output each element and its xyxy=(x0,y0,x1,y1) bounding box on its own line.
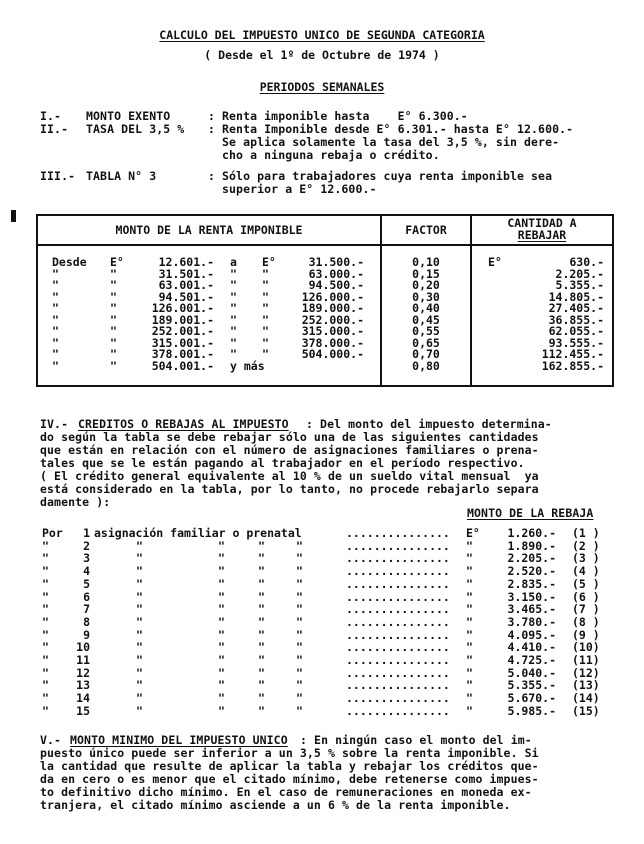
credit-ref: (13) xyxy=(572,678,600,693)
cell-to: 315.000.- xyxy=(301,324,364,338)
credit-cur: " xyxy=(466,576,473,591)
credit-ref: (7 ) xyxy=(572,602,600,617)
credit-ref: (8 ) xyxy=(572,614,600,629)
credit-dots: ............... xyxy=(346,576,450,591)
cell-sep: " xyxy=(230,266,237,281)
credit-ditto: " xyxy=(258,653,265,667)
credit-n: 6 xyxy=(83,589,90,604)
cell-rebaja: 630.- xyxy=(569,255,604,269)
section-text-line: tranjera, el citado mínimo asciende a un 6 % de la renta imponible. xyxy=(40,798,511,812)
cell-cur2: " xyxy=(262,347,269,361)
credit-ditto: " xyxy=(296,627,303,642)
credit-ditto: " xyxy=(136,538,143,553)
credit-amount: 3.780.- xyxy=(507,614,556,629)
header-monto: MONTO DE LA RENTA IMPONIBLE xyxy=(115,223,303,237)
cell-from: 504.001.- xyxy=(151,358,214,373)
cell-factor: 0,80 xyxy=(412,358,440,373)
cell-from: 63.001.- xyxy=(158,278,214,292)
credit-por: " xyxy=(42,678,49,693)
cell-cur3: E° xyxy=(488,255,502,269)
credit-cur: " xyxy=(466,614,473,629)
credit-ditto: " xyxy=(296,691,303,706)
credit-n: 9 xyxy=(83,627,90,642)
cell-factor: 0,65 xyxy=(412,335,440,350)
credit-por: " xyxy=(42,576,49,591)
credit-por: " xyxy=(42,665,49,680)
credit-dots: ............... xyxy=(346,703,450,718)
section-text-line: tales que se le están pagando al trabajador en el período respectivo. xyxy=(40,456,525,470)
credit-dots: ............... xyxy=(346,614,450,629)
cell-cur1: " xyxy=(110,301,117,315)
cell-prefix: " xyxy=(52,278,59,292)
credit-cur: " xyxy=(466,589,473,604)
cell-sep: " xyxy=(230,312,237,327)
credit-row xyxy=(0,578,644,591)
credit-ditto: " xyxy=(136,703,143,718)
credit-ditto: " xyxy=(218,576,225,591)
credit-ditto: " xyxy=(218,640,225,655)
cell-from: 12.601.- xyxy=(158,255,214,269)
credit-ditto: " xyxy=(258,564,265,579)
credit-amount: 2.205.- xyxy=(507,551,556,566)
credit-ditto: " xyxy=(218,564,225,579)
table-row xyxy=(38,348,612,360)
credit-amount: 4.725.- xyxy=(507,653,556,667)
section-text-line: que están en relación con el número de asignaciones familiares o prena- xyxy=(40,443,539,457)
cell-prefix: " xyxy=(52,358,59,373)
section-text-line: está considerado en la tabla, por lo tanto, no procede rebajarlo separa xyxy=(40,482,539,496)
cell-factor: 0,45 xyxy=(412,312,440,327)
period-heading: PERIODOS SEMANALES xyxy=(259,80,385,94)
header-cantidad: CANTIDAD A xyxy=(507,216,577,230)
credit-ditto: " xyxy=(296,576,303,591)
credit-n: 11 xyxy=(76,653,90,667)
credit-cur: " xyxy=(466,551,473,566)
credit-ditto: " xyxy=(136,665,143,680)
section-label: TABLA N° 3 xyxy=(86,169,157,183)
credit-text: asignación familiar o prenatal xyxy=(94,526,302,540)
cell-to: 378.000.- xyxy=(301,335,364,350)
credit-ditto: " xyxy=(296,551,303,566)
credit-cur: " xyxy=(466,703,473,718)
cell-cur1: " xyxy=(110,289,117,304)
credit-ref: (1 ) xyxy=(572,526,600,540)
cell-prefix: Desde xyxy=(52,255,87,269)
credit-ditto: " xyxy=(136,614,143,629)
cell-sep: " xyxy=(230,335,237,350)
credit-dots: ............... xyxy=(346,564,450,579)
cell-from: 126.001.- xyxy=(151,301,214,315)
credit-ditto: " xyxy=(296,614,303,629)
section-sep: : xyxy=(208,122,216,136)
section-number: I.- xyxy=(40,109,62,123)
credit-ditto: " xyxy=(258,665,265,680)
credit-cur: " xyxy=(466,653,473,667)
credit-por: " xyxy=(42,627,49,642)
credit-ditto: " xyxy=(258,614,265,629)
credit-ditto: " xyxy=(296,589,303,604)
credit-ditto: " xyxy=(218,589,225,604)
credit-amount: 3.150.- xyxy=(507,589,556,604)
credit-ditto: " xyxy=(136,653,143,667)
credit-dots: ............... xyxy=(346,589,450,604)
section-text-line: cho a ninguna rebaja o crédito. xyxy=(222,148,440,162)
credit-ditto: " xyxy=(258,551,265,566)
section-text: Renta imponible hasta E° 6.300.- xyxy=(222,109,468,123)
cell-cur2: " xyxy=(262,312,269,327)
credit-ref: (11) xyxy=(572,653,600,667)
credit-dots: ............... xyxy=(346,551,450,566)
document-title: CALCULO DEL IMPUESTO UNICO DE SEGUNDA CATEGORIA xyxy=(159,28,485,42)
section-text-line: Renta Imponible desde E° 6.301.- hasta E° 12.600.- xyxy=(222,122,574,136)
credit-ref: (12) xyxy=(572,665,600,680)
credit-ditto: " xyxy=(258,627,265,642)
credit-amount: 3.465.- xyxy=(507,602,556,617)
section-number: III.- xyxy=(40,169,76,183)
credit-ditto: " xyxy=(136,589,143,604)
cell-rebaja: 5.355.- xyxy=(555,278,604,292)
credit-ref: (2 ) xyxy=(572,538,600,553)
credit-ditto: " xyxy=(136,691,143,706)
credit-por: " xyxy=(42,564,49,579)
credit-n: 15 xyxy=(76,703,90,718)
section-heading: MONTO MINIMO DEL IMPUESTO UNICO xyxy=(70,733,288,747)
credit-n: 1 xyxy=(83,526,90,540)
credit-cur: " xyxy=(466,627,473,642)
credit-dots: ............... xyxy=(346,602,450,617)
cell-to: 63.000.- xyxy=(308,266,364,281)
credit-ref: (3 ) xyxy=(572,551,600,566)
credit-por: " xyxy=(42,551,49,566)
credit-ditto: " xyxy=(136,627,143,642)
section-text-line: do según la tabla se debe rebajar sólo una de las siguientes cantidades xyxy=(40,430,539,444)
credit-por: " xyxy=(42,640,49,655)
credit-ref: (5 ) xyxy=(572,576,600,591)
section-label: TASA DEL 3,5 % xyxy=(86,122,185,136)
credit-amount: 1.890.- xyxy=(507,538,556,553)
section-text-line: damente ): xyxy=(40,495,111,509)
credit-ref: (14) xyxy=(572,691,600,706)
cell-sep: " xyxy=(230,289,237,304)
credit-cur: " xyxy=(466,678,473,693)
credit-row xyxy=(0,616,644,629)
cell-prefix: " xyxy=(52,312,59,327)
credit-por: " xyxy=(42,614,49,629)
cell-prefix: " xyxy=(52,324,59,338)
credit-ditto: " xyxy=(218,678,225,693)
cell-cur2: " xyxy=(262,335,269,350)
section-text-line: to definitivo dicho mínimo. En el caso de remuneraciones en moneda ex- xyxy=(40,785,532,799)
section-text-line: Sólo para trabajadores cuya renta imponible sea xyxy=(222,169,553,183)
section-number: IV.- xyxy=(40,417,69,431)
credit-dots: ............... xyxy=(346,691,450,706)
credit-amount: 4.095.- xyxy=(507,627,556,642)
tax-table xyxy=(36,214,614,387)
cell-from: 252.001.- xyxy=(151,324,214,338)
credit-n: 13 xyxy=(76,678,90,693)
credit-ditto: " xyxy=(296,564,303,579)
cell-rebaja: 2.205.- xyxy=(555,266,604,281)
credit-n: 3 xyxy=(83,551,90,566)
cell-from: 94.501.- xyxy=(158,289,214,304)
cell-sep: a xyxy=(230,255,237,269)
credit-ditto: " xyxy=(218,691,225,706)
credit-ditto: " xyxy=(218,551,225,566)
credit-amount: 5.670.- xyxy=(507,691,556,706)
cell-factor: 0,15 xyxy=(412,266,440,281)
cell-to: 504.000.- xyxy=(301,347,364,361)
cell-prefix: " xyxy=(52,335,59,350)
cell-cur2: " xyxy=(262,289,269,304)
credit-cur: " xyxy=(466,538,473,553)
credit-amount: 5.040.- xyxy=(507,665,556,680)
section-sep: : xyxy=(208,109,216,123)
cell-rebaja: 36.855.- xyxy=(548,312,604,327)
credit-ditto: " xyxy=(296,640,303,655)
credit-dots: ............... xyxy=(346,627,450,642)
credit-ditto: " xyxy=(136,576,143,591)
credit-ditto: " xyxy=(136,678,143,693)
credit-ref: (4 ) xyxy=(572,564,600,579)
credit-por: " xyxy=(42,602,49,617)
cell-cur1: " xyxy=(110,278,117,292)
credit-ditto: " xyxy=(218,614,225,629)
cell-factor: 0,40 xyxy=(412,301,440,315)
credit-ref: (10) xyxy=(572,640,600,655)
credit-por: Por xyxy=(42,526,63,540)
credit-ditto: " xyxy=(296,703,303,718)
section-number: II.- xyxy=(40,122,69,136)
credit-ditto: " xyxy=(218,602,225,617)
cell-prefix: " xyxy=(52,289,59,304)
credit-ditto: " xyxy=(258,678,265,693)
header-factor: FACTOR xyxy=(405,223,447,237)
header-rebajar: REBAJAR xyxy=(517,228,567,242)
credit-n: 4 xyxy=(83,564,90,579)
credit-row xyxy=(0,705,644,718)
credit-ditto: " xyxy=(258,703,265,718)
credit-dots: ............... xyxy=(346,538,450,553)
cell-cur1: " xyxy=(110,335,117,350)
credit-n: 14 xyxy=(76,691,90,706)
credit-ditto: " xyxy=(136,640,143,655)
cell-prefix: " xyxy=(52,266,59,281)
credit-por: " xyxy=(42,703,49,718)
cell-rebaja: 62.055.- xyxy=(548,324,604,338)
section-label: MONTO EXENTO xyxy=(86,109,171,123)
credit-por: " xyxy=(42,589,49,604)
section-text-line: : Del monto del impuesto determina- xyxy=(306,417,552,431)
cell-from: 378.001.- xyxy=(151,347,214,361)
credit-ditto: " xyxy=(136,564,143,579)
cell-cur1: " xyxy=(110,324,117,338)
table-row xyxy=(38,360,612,372)
credit-por: " xyxy=(42,538,49,553)
cell-to: 126.000.- xyxy=(301,289,364,304)
cell-to: 189.000.- xyxy=(301,301,364,315)
credit-ditto: " xyxy=(296,665,303,680)
credit-cur: " xyxy=(466,640,473,655)
credit-ditto: " xyxy=(218,627,225,642)
cell-cur2: " xyxy=(262,266,269,281)
credit-ditto: " xyxy=(258,640,265,655)
credit-ref: (6 ) xyxy=(572,589,600,604)
credit-ditto: " xyxy=(296,538,303,553)
cell-factor: 0,10 xyxy=(412,255,440,269)
credit-dots: ............... xyxy=(346,678,450,693)
credit-cur: " xyxy=(466,602,473,617)
cell-sep: y más xyxy=(230,358,265,373)
cell-from: 31.501.- xyxy=(158,266,214,281)
credit-n: 8 xyxy=(83,614,90,629)
credit-ditto: " xyxy=(258,602,265,617)
cell-sep: " xyxy=(230,347,237,361)
cell-to: 252.000.- xyxy=(301,312,364,327)
credit-ditto: " xyxy=(218,665,225,680)
cell-cur1: " xyxy=(110,347,117,361)
credit-ditto: " xyxy=(218,538,225,553)
credit-cur: E° xyxy=(466,526,480,540)
credit-ditto: " xyxy=(218,653,225,667)
cell-sep: " xyxy=(230,301,237,315)
section-text-line: puesto único puede ser inferior a un 3,5 % sobre la renta imponible. Si xyxy=(40,746,539,760)
section-text-line: ( El crédito general equivalente al 10 % de un sueldo vital mensual ya xyxy=(40,469,539,483)
section-text-line: superior a E° 12.600.- xyxy=(222,182,377,196)
credit-dots: ............... xyxy=(346,526,450,540)
credit-ref: (9 ) xyxy=(572,627,600,642)
margin-marker xyxy=(11,210,16,222)
credit-ditto: " xyxy=(136,551,143,566)
cell-factor: 0,55 xyxy=(412,324,440,338)
section-number: V.- xyxy=(40,733,62,747)
rebaja-column-heading: MONTO DE LA REBAJA xyxy=(467,506,594,520)
cell-factor: 0,30 xyxy=(412,289,440,304)
credit-ditto: " xyxy=(218,703,225,718)
cell-sep: " xyxy=(230,324,237,338)
credit-por: " xyxy=(42,691,49,706)
cell-factor: 0,70 xyxy=(412,347,440,361)
credit-ditto: " xyxy=(296,602,303,617)
cell-from: 189.001.- xyxy=(151,312,214,327)
cell-to: 31.500.- xyxy=(308,255,364,269)
cell-cur1: " xyxy=(110,266,117,281)
section-heading: CREDITOS O REBAJAS AL IMPUESTO xyxy=(78,417,289,431)
section-text-line: : En ningún caso el monto del im- xyxy=(300,733,532,747)
section-sep: : xyxy=(208,169,216,183)
section-text-line: la cantidad que resulte de aplicar la tabla y rebajar los créditos que- xyxy=(40,759,539,773)
credit-ditto: " xyxy=(296,653,303,667)
cell-cur2: " xyxy=(262,324,269,338)
credit-ref: (15) xyxy=(572,703,600,718)
credit-n: 12 xyxy=(76,665,90,680)
credit-cur: " xyxy=(466,665,473,680)
section-text-line: Se aplica solamente la tasa del 3,5 %, sin dere- xyxy=(222,135,560,149)
credit-amount: 2.835.- xyxy=(507,576,556,591)
credit-n: 7 xyxy=(83,602,90,617)
credit-amount: 1.260.- xyxy=(507,526,556,540)
cell-rebaja: 112.455.- xyxy=(541,347,604,361)
credit-cur: " xyxy=(466,564,473,579)
credit-ditto: " xyxy=(258,538,265,553)
credit-cur: " xyxy=(466,691,473,706)
credit-dots: ............... xyxy=(346,640,450,655)
cell-cur2: E° xyxy=(262,255,276,269)
cell-prefix: " xyxy=(52,301,59,315)
credit-dots: ............... xyxy=(346,665,450,680)
cell-rebaja: 27.405.- xyxy=(548,301,604,315)
credit-ditto: " xyxy=(258,691,265,706)
cell-cur1: E° xyxy=(110,255,124,269)
cell-cur1: " xyxy=(110,358,117,373)
credit-ditto: " xyxy=(258,576,265,591)
credit-ditto: " xyxy=(296,678,303,693)
credit-dots: ............... xyxy=(346,653,450,667)
credit-amount: 2.520.- xyxy=(507,564,556,579)
cell-to: 94.500.- xyxy=(308,278,364,292)
cell-cur2: " xyxy=(262,278,269,292)
credit-amount: 5.985.- xyxy=(507,703,556,718)
document-subtitle: ( Desde el 1º de Octubre de 1974 ) xyxy=(204,48,440,62)
credit-ditto: " xyxy=(258,589,265,604)
table-header-divider xyxy=(38,244,612,246)
cell-from: 315.001.- xyxy=(151,335,214,350)
cell-sep: " xyxy=(230,278,237,292)
credit-amount: 5.355.- xyxy=(507,678,556,693)
credit-n: 10 xyxy=(76,640,90,655)
credit-amount: 4.410.- xyxy=(507,640,556,655)
cell-rebaja: 93.555.- xyxy=(548,335,604,350)
credit-n: 5 xyxy=(83,576,90,591)
cell-rebaja: 162.855.- xyxy=(541,358,604,373)
cell-cur1: " xyxy=(110,312,117,327)
credit-n: 2 xyxy=(83,538,90,553)
cell-cur2: " xyxy=(262,301,269,315)
cell-prefix: " xyxy=(52,347,59,361)
credit-por: " xyxy=(42,653,49,667)
cell-rebaja: 14.805.- xyxy=(548,289,604,304)
section-text-line: da en cero o es menor que el citado mínimo, debe retenerse como impues- xyxy=(40,772,539,786)
cell-factor: 0,20 xyxy=(412,278,440,292)
credit-ditto: " xyxy=(136,602,143,617)
